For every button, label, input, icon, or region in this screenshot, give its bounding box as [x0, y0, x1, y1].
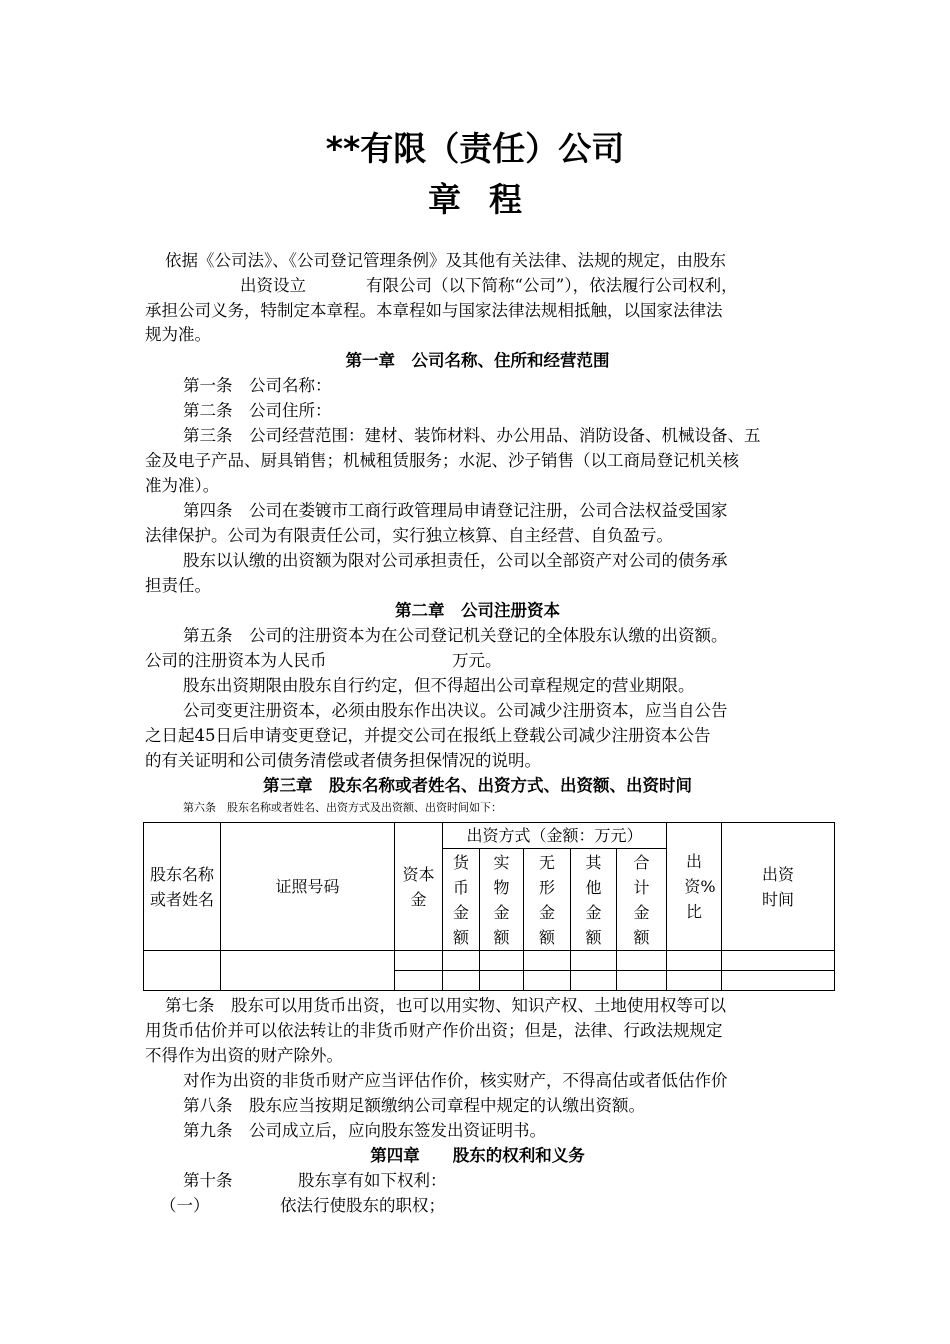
article-3-line-1: 第三条 公司经营范围：建材、装饰材料、办公用品、消防设备、机械设备、五: [183, 426, 761, 445]
table-cell-name: [144, 951, 221, 991]
article-2: 第二条 公司住所：: [183, 401, 332, 420]
item-1-text: 依法行使股东的职权；: [280, 1196, 445, 1215]
table-cell: [443, 971, 480, 991]
header-contribution-time: 出资时间: [722, 823, 835, 951]
table-cell: [395, 971, 443, 991]
liability-line-1: 股东以认缴的出资额为限对公司承担责任，公司以全部资产对公司的债务承: [183, 551, 728, 570]
item-1-label: （一）: [160, 1196, 210, 1215]
table-cell: [480, 951, 524, 971]
header-intangible-amount: 无形金额: [524, 849, 571, 951]
article-7-line-1: 第七条 股东可以用货币出资，也可以用实物、知识产权、土地使用权等可以: [165, 996, 726, 1015]
table-cell: [524, 951, 571, 971]
header-total-amount: 合计金额: [617, 849, 667, 951]
table-cell: [571, 951, 617, 971]
table-cell: [722, 951, 835, 971]
table-cell: [617, 971, 667, 991]
chapter-1-heading: 第一章 公司名称、住所和经营范围: [345, 351, 610, 370]
article-5-line-2b: 万元。: [452, 651, 502, 670]
table-cell: [571, 971, 617, 991]
preamble-line-3: 承担公司义务，特制定本章程。本章程如与国家法律法规相抵触，以国家法律法: [145, 301, 723, 320]
header-ratio: 出资%比: [667, 823, 722, 951]
contribution-deadline: 股东出资期限由股东自行约定，但不得超出公司章程规定的营业期限。: [183, 676, 695, 695]
table-cell: [667, 951, 722, 971]
capital-change-line-1: 公司变更注册资本，必须由股东作出决议。公司减少注册资本，应当自公告: [183, 701, 728, 720]
article-7-line-2: 用货币估价并可以依法转让的非货币财产作价出资；但是，法律、行政法规规定: [145, 1021, 723, 1040]
article-4-line-2: 法律保护。公司为有限责任公司，实行独立核算、自主经营、自负盈亏。: [145, 526, 673, 545]
capital-change-line-2: 之日起45日后申请变更登记，并提交公司在报纸上登载公司减少注册资本公告: [145, 726, 711, 745]
header-property-amount: 实物金额: [480, 849, 524, 951]
article-1: 第一条 公司名称：: [183, 376, 332, 395]
shareholder-table: [143, 822, 835, 991]
article-3-line-2: 金及电子产品、厨具销售；机械租赁服务；水泥、沙子销售（以工商局登记机关核: [145, 451, 739, 470]
header-contribution-method: 出资方式（金额：万元）: [443, 823, 667, 849]
article-9: 第九条 公司成立后，应向股东签发出资证明书。: [183, 1121, 546, 1140]
header-other-amount: 其他金额: [571, 849, 617, 951]
preamble-line-1: 依据《公司法》、《公司登记管理条例》及其他有关法律、法规的规定，由股东: [165, 251, 726, 270]
article-6: 第六条 股东名称或者姓名、出资方式及出资额、出资时间如下：: [183, 801, 502, 814]
article-5-line-1: 第五条 公司的注册资本为在公司登记机关登记的全体股东认缴的出资额。: [183, 626, 728, 645]
article-10-label: 第十条: [183, 1171, 233, 1190]
table-cell-id: [221, 951, 395, 991]
chapter-4-heading: 第四章 股东的权利和义务: [370, 1146, 585, 1165]
header-shareholder-name: 股东名称或者姓名: [144, 823, 221, 951]
header-cash-amount: 货币金额: [443, 849, 480, 951]
chapter-3-heading: 第三章 股东名称或者姓名、出资方式、出资额、出资时间: [263, 776, 692, 795]
liability-line-2: 担责任。: [145, 576, 211, 595]
article-3-line-3: 准为准）。: [145, 476, 220, 495]
table-cell: [667, 971, 722, 991]
article-4-line-1: 第四条 公司在娄镀市工商行政管理局申请登记注册，公司合法权益受国家: [183, 501, 728, 520]
chapter-2-heading: 第二章 公司注册资本: [395, 601, 560, 620]
table-cell: [395, 951, 443, 971]
article-8: 第八条 股东应当按期足额缴纳公司章程中规定的认缴出资额。: [183, 1096, 645, 1115]
table-cell: [524, 971, 571, 991]
document-title: **有限（责任）公司: [325, 129, 625, 168]
capital-change-line-3: 的有关证明和公司债务清偿或者债务担保情况的说明。: [145, 751, 541, 770]
header-license-number: 证照号码: [221, 823, 395, 951]
table-cell: [480, 971, 524, 991]
preamble-line-4: 规为准。: [145, 325, 211, 344]
article-10-text: 股东享有如下权利：: [298, 1171, 447, 1190]
table-cell: [617, 951, 667, 971]
article-5-line-2a: 公司的注册资本为人民币: [145, 651, 327, 670]
article-7-line-3: 不得作为出资的财产除外。: [145, 1046, 343, 1065]
table-cell: [443, 951, 480, 971]
preamble-line-2a: 出资设立: [240, 276, 306, 295]
preamble-line-2b: 有限公司（以下简称“公司”），依法履行公司权利，: [366, 276, 738, 295]
non-monetary-valuation: 对作为出资的非货币财产应当评估作价，核实财产，不得高估或者低估作价: [183, 1071, 728, 1090]
document-subtitle: 章程: [428, 180, 550, 219]
table-cell: [722, 971, 835, 991]
header-capital: 资本金: [395, 823, 443, 951]
